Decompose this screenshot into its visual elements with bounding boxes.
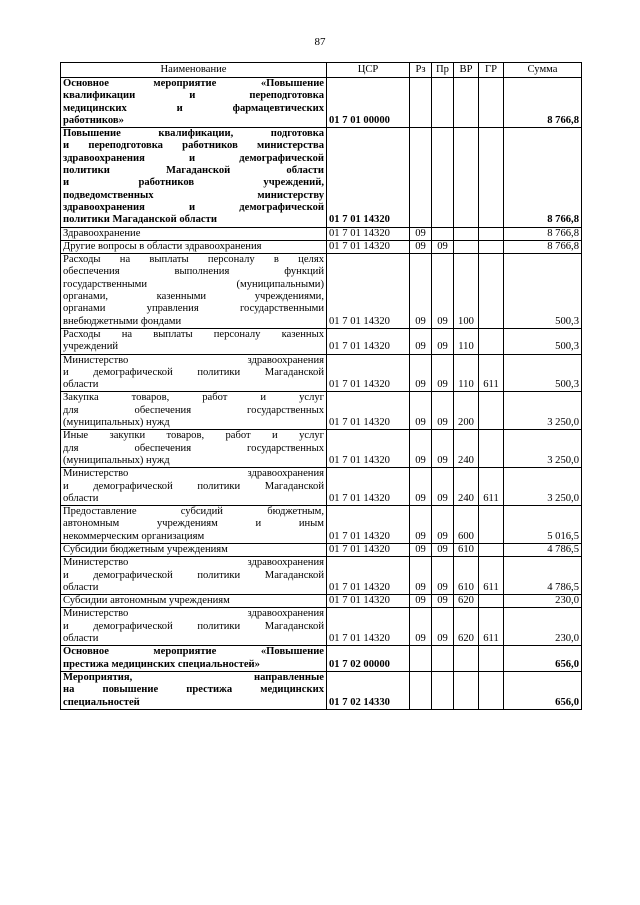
row-pr: 09 <box>432 595 454 608</box>
row-vr: 200 <box>454 392 479 430</box>
row-gr <box>479 78 504 128</box>
row-name-line: Мероприятия, направленные <box>63 671 324 683</box>
row-name-line: Расходы на выплаты персоналу казенных <box>63 328 324 340</box>
row-vr <box>454 646 479 672</box>
table-row <box>61 254 582 329</box>
row-pr: 09 <box>432 328 454 354</box>
row-sum: 4 786,5 <box>504 557 582 595</box>
row-vr <box>454 78 479 128</box>
row-gr <box>479 128 504 227</box>
row-vr: 110 <box>454 354 479 392</box>
row-sum: 8 766,8 <box>504 78 582 128</box>
row-name-line: органами, казенными учреждениями, <box>63 291 324 303</box>
row-csr: 01 7 01 14320 <box>327 468 410 506</box>
row-name-line: и переподготовка работников министерства <box>63 140 324 152</box>
row-vr <box>454 671 479 709</box>
row-csr: 01 7 01 14320 <box>327 128 410 227</box>
row-name-line: области <box>63 633 99 645</box>
row-pr: 09 <box>432 392 454 430</box>
row-name <box>61 328 327 354</box>
row-name-line: учреждений <box>63 341 119 353</box>
row-name-line: Основное мероприятие «Повышение <box>63 78 324 89</box>
row-sum: 3 250,0 <box>504 392 582 430</box>
row-name <box>61 671 327 709</box>
row-name-line: здравоохранения и демографической <box>63 152 324 164</box>
table-row <box>61 468 582 506</box>
row-vr: 610 <box>454 543 479 556</box>
row-name-line: Министерство здравоохранения <box>63 608 324 620</box>
row-rz: 09 <box>410 506 432 544</box>
row-csr: 01 7 01 14320 <box>327 254 410 329</box>
row-csr: 01 7 02 00000 <box>327 646 410 672</box>
row-rz: 09 <box>410 392 432 430</box>
row-pr: 09 <box>432 430 454 468</box>
row-name <box>61 646 327 672</box>
row-name <box>61 506 327 544</box>
row-sum: 500,3 <box>504 254 582 329</box>
row-gr <box>479 328 504 354</box>
header-name: Наименование <box>61 63 327 78</box>
row-gr: 611 <box>479 608 504 646</box>
row-gr <box>479 595 504 608</box>
row-gr <box>479 227 504 240</box>
row-name-line: обеспечения выполнения функций <box>63 266 324 278</box>
row-name-line: политики Магаданской области <box>63 165 324 177</box>
row-name-line: Субсидии автономным учреждениям <box>63 595 230 607</box>
table-row <box>61 430 582 468</box>
row-vr <box>454 240 479 253</box>
row-csr: 01 7 02 14330 <box>327 671 410 709</box>
row-name-line: автономным учреждениям и иным <box>63 518 324 530</box>
row-csr: 01 7 01 14320 <box>327 392 410 430</box>
row-name-line: Повышение квалификации, подготовка <box>63 128 324 140</box>
row-vr: 100 <box>454 254 479 329</box>
row-gr <box>479 506 504 544</box>
row-name-line: (муниципальных) нужд <box>63 454 170 466</box>
row-name-line: некоммерческим организациям <box>63 530 205 542</box>
row-gr <box>479 543 504 556</box>
row-name-line: и демографической политики Магаданской <box>63 366 324 378</box>
row-name <box>61 354 327 392</box>
row-sum: 656,0 <box>504 671 582 709</box>
row-gr <box>479 392 504 430</box>
row-name-line: области <box>63 379 99 391</box>
row-pr <box>432 646 454 672</box>
header-gr: ГР <box>479 63 504 78</box>
row-name-line: Основное мероприятие «Повышение <box>63 646 324 658</box>
row-csr: 01 7 01 14320 <box>327 354 410 392</box>
row-rz <box>410 78 432 128</box>
row-pr: 09 <box>432 608 454 646</box>
table-row <box>61 227 582 240</box>
row-sum: 230,0 <box>504 595 582 608</box>
table-row <box>61 506 582 544</box>
row-name-line: Здравоохранение <box>63 227 141 239</box>
row-name-line: органами управления государственными <box>63 303 324 315</box>
row-rz: 09 <box>410 608 432 646</box>
row-name <box>61 595 327 608</box>
row-vr: 240 <box>454 430 479 468</box>
row-name-line: и демографической политики Магаданской <box>63 480 324 492</box>
row-name-line: и демографической политики Магаданской <box>63 569 324 581</box>
row-name-line: на повышение престижа медицинских <box>63 684 324 696</box>
row-gr <box>479 240 504 253</box>
row-name-line: квалификации и переподготовка <box>63 90 324 102</box>
row-gr: 611 <box>479 354 504 392</box>
row-name-line: Предоставление субсидий бюджетным, <box>63 506 324 518</box>
row-pr: 09 <box>432 543 454 556</box>
table-row <box>61 128 582 227</box>
row-sum: 5 016,5 <box>504 506 582 544</box>
row-pr <box>432 227 454 240</box>
row-sum: 230,0 <box>504 608 582 646</box>
row-csr: 01 7 01 14320 <box>327 543 410 556</box>
row-vr <box>454 227 479 240</box>
row-gr <box>479 430 504 468</box>
row-name-line: Министерство здравоохранения <box>63 354 324 366</box>
row-name-line: Закупка товаров, работ и услуг <box>63 392 324 404</box>
row-rz: 09 <box>410 595 432 608</box>
row-name-line: (муниципальных) нужд <box>63 417 170 429</box>
row-name-line: специальностей <box>63 696 140 708</box>
row-gr: 611 <box>479 557 504 595</box>
row-vr: 620 <box>454 608 479 646</box>
row-gr <box>479 671 504 709</box>
table-row <box>61 354 582 392</box>
table-row <box>61 646 582 672</box>
row-vr: 620 <box>454 595 479 608</box>
row-name <box>61 430 327 468</box>
table-row <box>61 240 582 253</box>
row-csr: 01 7 01 14320 <box>327 328 410 354</box>
row-csr: 01 7 01 14320 <box>327 557 410 595</box>
row-name <box>61 608 327 646</box>
row-name-line: и демографической политики Магаданской <box>63 620 324 632</box>
row-csr: 01 7 01 14320 <box>327 595 410 608</box>
row-name <box>61 254 327 329</box>
row-vr <box>454 128 479 227</box>
row-pr: 09 <box>432 354 454 392</box>
row-rz: 09 <box>410 430 432 468</box>
header-vr: ВР <box>454 63 479 78</box>
row-name-line: области <box>63 581 99 593</box>
row-sum: 4 786,5 <box>504 543 582 556</box>
table-row <box>61 557 582 595</box>
row-csr: 01 7 01 14320 <box>327 506 410 544</box>
header-pr: Пр <box>432 63 454 78</box>
row-csr: 01 7 01 14320 <box>327 430 410 468</box>
table-row <box>61 543 582 556</box>
row-name-line: области <box>63 492 99 504</box>
row-name-line: здравоохранения и демографической <box>63 201 324 213</box>
row-pr <box>432 671 454 709</box>
row-gr <box>479 254 504 329</box>
row-rz: 09 <box>410 557 432 595</box>
row-name <box>61 78 327 128</box>
row-vr: 600 <box>454 506 479 544</box>
row-pr: 09 <box>432 557 454 595</box>
table-header-row <box>61 63 582 78</box>
row-name-line: внебюджетными фондами <box>63 315 182 327</box>
row-name-line: Другие вопросы в области здравоохранения <box>63 240 262 252</box>
row-rz: 09 <box>410 240 432 253</box>
row-sum: 3 250,0 <box>504 430 582 468</box>
row-rz <box>410 128 432 227</box>
row-pr <box>432 78 454 128</box>
row-name <box>61 392 327 430</box>
row-name <box>61 468 327 506</box>
row-rz: 09 <box>410 328 432 354</box>
row-rz: 09 <box>410 354 432 392</box>
header-sum: Сумма <box>504 63 582 78</box>
row-name <box>61 543 327 556</box>
header-rz: Рз <box>410 63 432 78</box>
table-row <box>61 328 582 354</box>
row-sum: 656,0 <box>504 646 582 672</box>
row-sum: 8 766,8 <box>504 128 582 227</box>
row-name-line: престижа медицинских специальностей» <box>63 658 260 670</box>
row-name-line: Расходы на выплаты персоналу в целях <box>63 254 324 266</box>
row-pr <box>432 128 454 227</box>
row-name-line: и работников учреждений, <box>63 177 324 189</box>
row-gr: 611 <box>479 468 504 506</box>
table-row <box>61 392 582 430</box>
row-rz <box>410 671 432 709</box>
row-rz: 09 <box>410 254 432 329</box>
table-row <box>61 595 582 608</box>
row-sum: 500,3 <box>504 328 582 354</box>
row-name <box>61 227 327 240</box>
row-sum: 8 766,8 <box>504 240 582 253</box>
row-vr: 610 <box>454 557 479 595</box>
row-name <box>61 128 327 227</box>
row-name-line: подведомственных министерству <box>63 189 324 201</box>
header-csr: ЦСР <box>327 63 410 78</box>
table-row <box>61 78 582 128</box>
table-row <box>61 608 582 646</box>
row-name-line: Иные закупки товаров, работ и услуг <box>63 430 324 442</box>
row-csr: 01 7 01 14320 <box>327 608 410 646</box>
row-rz: 09 <box>410 227 432 240</box>
row-name <box>61 240 327 253</box>
row-sum: 500,3 <box>504 354 582 392</box>
row-name-line: Министерство здравоохранения <box>63 557 324 569</box>
table-row <box>61 671 582 709</box>
row-sum: 3 250,0 <box>504 468 582 506</box>
row-csr: 01 7 01 14320 <box>327 227 410 240</box>
row-vr: 110 <box>454 328 479 354</box>
row-rz <box>410 646 432 672</box>
row-name-line: Министерство здравоохранения <box>63 468 324 480</box>
row-name-line: Субсидии бюджетным учреждениям <box>63 543 228 555</box>
row-sum: 8 766,8 <box>504 227 582 240</box>
row-pr: 09 <box>432 506 454 544</box>
row-name-line: работников» <box>63 114 124 126</box>
row-pr: 09 <box>432 468 454 506</box>
row-pr: 09 <box>432 254 454 329</box>
row-pr: 09 <box>432 240 454 253</box>
row-rz: 09 <box>410 543 432 556</box>
page-number: 87 <box>314 36 326 48</box>
budget-table <box>60 62 582 710</box>
row-name-line: государственными (муниципальными) <box>63 278 324 290</box>
row-csr: 01 7 01 14320 <box>327 240 410 253</box>
row-vr: 240 <box>454 468 479 506</box>
row-csr: 01 7 01 00000 <box>327 78 410 128</box>
row-name-line: медицинских и фармацевтических <box>63 102 324 114</box>
row-gr <box>479 646 504 672</box>
row-name <box>61 557 327 595</box>
row-name-line: для обеспечения государственных <box>63 404 324 416</box>
row-name-line: политики Магаданской области <box>63 214 217 226</box>
row-name-line: для обеспечения государственных <box>63 442 324 454</box>
row-rz: 09 <box>410 468 432 506</box>
